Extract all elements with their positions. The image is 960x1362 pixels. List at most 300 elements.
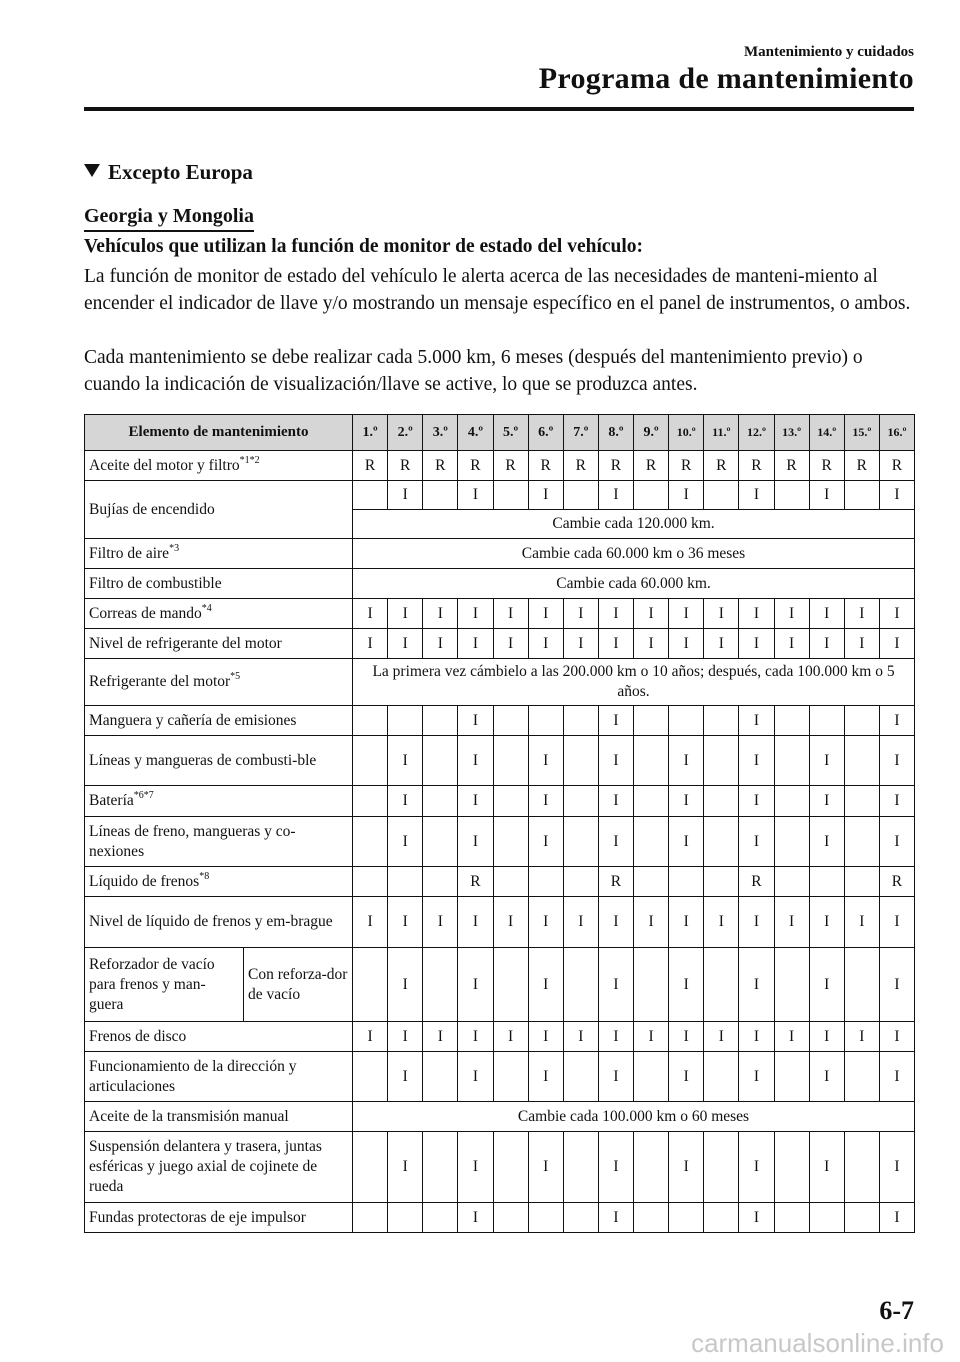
row-label — [85, 1102, 353, 1132]
schedule-cell — [634, 1203, 669, 1233]
schedule-cell: I — [809, 736, 844, 786]
schedule-cell: I — [598, 897, 633, 948]
page-title: Programa de mantenimiento — [538, 62, 914, 95]
row-label — [85, 897, 353, 948]
header-cell-interval: 7.º — [563, 415, 598, 451]
schedule-cell: I — [704, 897, 739, 948]
schedule-cell: I — [739, 1132, 774, 1203]
row-label-text: Correas de mando — [89, 604, 202, 622]
table-row — [85, 706, 915, 736]
schedule-cell — [353, 867, 388, 897]
schedule-cell — [493, 1132, 528, 1203]
schedule-cell: I — [669, 629, 704, 659]
schedule-cell: I — [704, 629, 739, 659]
schedule-cell: I — [528, 599, 563, 629]
schedule-cell: I — [844, 629, 879, 659]
schedule-cell — [563, 1052, 598, 1102]
schedule-cell: I — [634, 599, 669, 629]
schedule-cell — [774, 481, 809, 510]
schedule-cell: R — [423, 451, 458, 481]
schedule-cell: I — [388, 948, 423, 1022]
schedule-cell — [353, 817, 388, 867]
schedule-cell: R — [739, 451, 774, 481]
schedule-cell: I — [528, 481, 563, 510]
schedule-cell: I — [879, 817, 914, 867]
row-label-text: Batería — [89, 792, 134, 809]
schedule-cell: I — [528, 1022, 563, 1052]
schedule-cell — [353, 948, 388, 1022]
schedule-cell — [563, 1203, 598, 1233]
row-label — [85, 786, 353, 817]
schedule-cell: I — [493, 629, 528, 659]
schedule-cell: I — [809, 1052, 844, 1102]
schedule-cell: I — [388, 481, 423, 510]
row-label — [85, 867, 353, 897]
schedule-cell: I — [458, 481, 493, 510]
table-row — [85, 659, 915, 706]
header-cell-interval: 5.º — [493, 415, 528, 451]
row-label — [85, 736, 353, 786]
schedule-cell — [704, 706, 739, 736]
schedule-cell — [704, 481, 739, 510]
schedule-cell: I — [669, 736, 704, 786]
row-label — [85, 659, 353, 706]
schedule-note: Cambie cada 60.000 km o 36 meses — [353, 539, 915, 569]
schedule-cell — [669, 867, 704, 897]
schedule-cell: I — [669, 1052, 704, 1102]
schedule-cell — [774, 736, 809, 786]
schedule-cell — [528, 867, 563, 897]
schedule-cell: I — [528, 736, 563, 786]
schedule-cell — [353, 1132, 388, 1203]
schedule-cell: I — [879, 897, 914, 948]
schedule-cell: I — [423, 629, 458, 659]
row-label — [85, 1022, 353, 1052]
schedule-cell — [563, 817, 598, 867]
schedule-cell: I — [528, 1052, 563, 1102]
table-row — [85, 569, 915, 599]
schedule-cell — [493, 817, 528, 867]
schedule-cell: I — [739, 599, 774, 629]
schedule-cell — [844, 481, 879, 510]
schedule-cell: I — [563, 599, 598, 629]
table-row — [85, 786, 915, 817]
footnote-ref: *1*2 — [239, 454, 260, 466]
schedule-cell: I — [563, 897, 598, 948]
header-divider — [84, 107, 914, 111]
schedule-cell: I — [634, 1022, 669, 1052]
schedule-cell: I — [739, 1022, 774, 1052]
schedule-cell — [563, 481, 598, 510]
schedule-cell: I — [598, 786, 633, 817]
schedule-cell: I — [458, 1022, 493, 1052]
schedule-cell: R — [844, 451, 879, 481]
schedule-cell — [563, 867, 598, 897]
schedule-cell — [774, 1203, 809, 1233]
schedule-cell: I — [809, 599, 844, 629]
schedule-cell: I — [458, 1052, 493, 1102]
schedule-cell — [388, 706, 423, 736]
schedule-cell: I — [739, 948, 774, 1022]
schedule-cell: I — [879, 1022, 914, 1052]
header-cell-interval: 16.º — [879, 415, 914, 451]
schedule-cell — [844, 1203, 879, 1233]
schedule-cell: I — [879, 629, 914, 659]
header-cell-interval: 1.º — [353, 415, 388, 451]
schedule-note: Cambie cada 100.000 km o 60 meses — [353, 1102, 915, 1132]
schedule-cell: I — [458, 1203, 493, 1233]
schedule-cell: I — [388, 629, 423, 659]
schedule-cell: I — [598, 481, 633, 510]
header-cell-item: Elemento de mantenimiento — [85, 415, 353, 451]
schedule-cell: I — [598, 629, 633, 659]
schedule-cell: I — [809, 786, 844, 817]
header-cell-interval: 6.º — [528, 415, 563, 451]
schedule-cell: I — [774, 897, 809, 948]
watermark: carmanualsonline.info — [691, 1328, 944, 1358]
row-label-text: Líquido de frenos — [89, 872, 200, 890]
row-label-text: Reforzador de vacío para frenos y man-guera — [89, 955, 215, 1013]
schedule-cell — [809, 867, 844, 897]
schedule-cell: I — [809, 481, 844, 510]
schedule-cell — [353, 1052, 388, 1102]
schedule-cell — [423, 1132, 458, 1203]
schedule-cell — [493, 786, 528, 817]
schedule-note: Cambie cada 60.000 km. — [353, 569, 915, 599]
schedule-cell — [423, 817, 458, 867]
schedule-cell — [493, 1203, 528, 1233]
schedule-cell: I — [598, 1022, 633, 1052]
row-label — [85, 599, 353, 629]
header-cell-interval: 12.º — [739, 415, 774, 451]
row-label — [85, 451, 353, 481]
schedule-cell — [844, 736, 879, 786]
schedule-cell: I — [528, 629, 563, 659]
schedule-cell: I — [879, 786, 914, 817]
schedule-cell: I — [809, 817, 844, 867]
schedule-cell: I — [739, 629, 774, 659]
schedule-cell — [844, 786, 879, 817]
schedule-cell — [634, 1052, 669, 1102]
section-title — [84, 160, 253, 185]
schedule-cell: I — [458, 786, 493, 817]
row-label-text: Fundas protectoras de eje impulsor — [89, 1208, 306, 1226]
row-label — [85, 1203, 353, 1233]
schedule-cell: I — [388, 786, 423, 817]
schedule-cell: I — [774, 599, 809, 629]
schedule-cell: I — [739, 736, 774, 786]
schedule-cell — [634, 786, 669, 817]
row-label — [85, 481, 353, 539]
schedule-cell — [844, 1052, 879, 1102]
row-label-text: Aceite del motor y filtro — [89, 456, 240, 474]
schedule-cell: I — [844, 897, 879, 948]
footnote-ref: *3 — [169, 542, 180, 554]
header-cell-interval: 9.º — [634, 415, 669, 451]
table-row — [85, 1052, 915, 1102]
schedule-cell — [704, 867, 739, 897]
schedule-cell — [704, 948, 739, 1022]
schedule-cell — [844, 706, 879, 736]
schedule-cell — [844, 1132, 879, 1203]
schedule-cell: I — [669, 1132, 704, 1203]
schedule-cell — [704, 1203, 739, 1233]
schedule-cell — [704, 817, 739, 867]
schedule-cell: I — [669, 786, 704, 817]
footnote-ref: *5 — [230, 671, 241, 682]
schedule-cell: I — [704, 599, 739, 629]
schedule-cell — [493, 481, 528, 510]
schedule-cell — [493, 736, 528, 786]
table-row — [85, 736, 915, 786]
schedule-cell: I — [598, 1203, 633, 1233]
table-row — [85, 451, 915, 481]
schedule-cell — [634, 1132, 669, 1203]
schedule-cell — [634, 948, 669, 1022]
table-row — [85, 948, 915, 1022]
header-cell-interval: 8.º — [598, 415, 633, 451]
schedule-cell: I — [353, 1022, 388, 1052]
schedule-cell — [388, 1203, 423, 1233]
row-label-text: Refrigerante del motor — [89, 673, 231, 690]
schedule-cell: I — [458, 1132, 493, 1203]
schedule-cell — [493, 706, 528, 736]
schedule-cell: I — [598, 706, 633, 736]
schedule-note: Cambie cada 120.000 km. — [353, 510, 915, 539]
row-label — [85, 706, 353, 736]
schedule-cell: I — [739, 786, 774, 817]
schedule-cell: R — [598, 451, 633, 481]
schedule-cell: I — [458, 599, 493, 629]
schedule-cell: R — [528, 451, 563, 481]
schedule-cell: I — [598, 1132, 633, 1203]
table-row — [85, 481, 915, 510]
schedule-cell: I — [423, 897, 458, 948]
schedule-cell: R — [704, 451, 739, 481]
schedule-cell — [704, 736, 739, 786]
schedule-cell: I — [809, 897, 844, 948]
schedule-cell — [388, 867, 423, 897]
schedule-cell — [563, 1132, 598, 1203]
schedule-cell: I — [809, 948, 844, 1022]
schedule-cell: I — [388, 736, 423, 786]
schedule-cell — [423, 1052, 458, 1102]
row-label-text: Filtro de combustible — [89, 574, 222, 592]
schedule-cell — [493, 1052, 528, 1102]
schedule-cell — [353, 1203, 388, 1233]
schedule-cell: I — [879, 1132, 914, 1203]
header-section: Mantenimiento y cuidados — [743, 44, 914, 60]
schedule-cell — [634, 867, 669, 897]
schedule-cell: I — [388, 599, 423, 629]
schedule-cell: I — [879, 599, 914, 629]
table-row — [85, 1102, 915, 1132]
row-label-text: Funcionamiento de la dirección y articulaciones — [89, 1057, 297, 1095]
table-header-row — [85, 415, 915, 451]
subtitle: Vehículos que utilizan la función de monitor de estado del vehículo: — [84, 236, 644, 257]
row-label-text: Nivel de líquido de frenos y em-brague — [89, 913, 333, 930]
schedule-cell: R — [493, 451, 528, 481]
table-row — [85, 897, 915, 948]
table-row — [85, 629, 915, 659]
triangle-down-icon — [84, 164, 100, 177]
schedule-cell — [563, 948, 598, 1022]
schedule-cell: I — [458, 629, 493, 659]
schedule-cell: I — [388, 817, 423, 867]
schedule-cell — [669, 706, 704, 736]
schedule-note: La primera vez cámbielo a las 200.000 km o 10 años; después, cada 100.000 km o 5 años. — [353, 659, 915, 706]
schedule-cell: I — [493, 599, 528, 629]
table-row — [85, 1132, 915, 1203]
schedule-cell: I — [774, 1022, 809, 1052]
schedule-cell — [423, 786, 458, 817]
maintenance-table — [84, 414, 915, 1233]
row-label — [85, 1052, 353, 1102]
schedule-cell — [704, 1132, 739, 1203]
table-row — [85, 1022, 915, 1052]
schedule-cell: I — [458, 897, 493, 948]
schedule-cell — [774, 786, 809, 817]
schedule-cell — [353, 786, 388, 817]
schedule-cell: R — [669, 451, 704, 481]
schedule-cell — [704, 1052, 739, 1102]
schedule-cell: I — [563, 629, 598, 659]
schedule-cell: R — [774, 451, 809, 481]
schedule-cell: I — [879, 481, 914, 510]
schedule-cell — [774, 1132, 809, 1203]
schedule-cell: R — [598, 867, 633, 897]
schedule-cell — [353, 706, 388, 736]
schedule-cell: I — [739, 481, 774, 510]
row-label-text: Manguera y cañería de emisiones — [89, 711, 297, 729]
schedule-cell — [423, 736, 458, 786]
schedule-cell: R — [563, 451, 598, 481]
schedule-cell: I — [634, 629, 669, 659]
schedule-cell — [634, 817, 669, 867]
section-title-text: Excepto Europa — [108, 160, 253, 184]
header-cell-interval: 2.º — [388, 415, 423, 451]
row-label-text: Bujías de encendido — [89, 500, 215, 518]
schedule-cell — [423, 706, 458, 736]
schedule-cell: I — [879, 706, 914, 736]
schedule-cell: I — [388, 1132, 423, 1203]
header-cell-interval: 13.º — [774, 415, 809, 451]
footnote-ref: *8 — [199, 870, 210, 882]
schedule-cell: I — [423, 1022, 458, 1052]
schedule-cell — [809, 1203, 844, 1233]
schedule-cell: I — [353, 897, 388, 948]
schedule-cell — [774, 948, 809, 1022]
schedule-cell — [844, 948, 879, 1022]
schedule-cell: I — [528, 786, 563, 817]
schedule-cell: I — [879, 948, 914, 1022]
schedule-cell: R — [739, 867, 774, 897]
schedule-cell: I — [669, 817, 704, 867]
row-label — [85, 569, 353, 599]
schedule-cell — [669, 1203, 704, 1233]
schedule-cell — [634, 736, 669, 786]
schedule-cell: I — [388, 897, 423, 948]
schedule-cell — [493, 867, 528, 897]
schedule-cell: I — [809, 629, 844, 659]
schedule-cell: I — [879, 1052, 914, 1102]
schedule-cell: I — [879, 1203, 914, 1233]
schedule-cell: I — [598, 948, 633, 1022]
schedule-cell: I — [879, 736, 914, 786]
schedule-cell — [423, 481, 458, 510]
row-label — [85, 629, 353, 659]
schedule-cell — [704, 786, 739, 817]
schedule-cell: I — [844, 1022, 879, 1052]
row-label-text: Filtro de aire — [89, 544, 170, 562]
header-cell-interval: 3.º — [423, 415, 458, 451]
schedule-cell: I — [598, 599, 633, 629]
schedule-cell — [774, 867, 809, 897]
schedule-cell — [634, 706, 669, 736]
row-label-text: Nivel de refrigerante del motor — [89, 634, 282, 652]
schedule-cell: R — [879, 451, 914, 481]
schedule-cell: I — [739, 1203, 774, 1233]
schedule-cell — [774, 817, 809, 867]
schedule-cell: R — [879, 867, 914, 897]
table-row — [85, 1203, 915, 1233]
schedule-cell: I — [458, 706, 493, 736]
schedule-cell: I — [458, 948, 493, 1022]
row-label — [85, 1132, 353, 1203]
schedule-cell: I — [528, 1132, 563, 1203]
schedule-cell: I — [739, 706, 774, 736]
schedule-cell: I — [458, 817, 493, 867]
schedule-cell: I — [739, 897, 774, 948]
schedule-cell: R — [634, 451, 669, 481]
table-row — [85, 867, 915, 897]
header-cell-interval: 15.º — [844, 415, 879, 451]
schedule-cell: R — [388, 451, 423, 481]
header-cell-interval: 14.º — [809, 415, 844, 451]
row-label — [85, 539, 353, 569]
schedule-cell: I — [598, 1052, 633, 1102]
schedule-cell — [528, 1203, 563, 1233]
region-heading: Georgia y Mongolia — [84, 203, 254, 232]
schedule-cell: I — [388, 1052, 423, 1102]
schedule-cell — [423, 948, 458, 1022]
footnote-ref: *4 — [201, 602, 212, 614]
schedule-cell — [844, 867, 879, 897]
schedule-cell: I — [809, 1132, 844, 1203]
schedule-cell: I — [528, 948, 563, 1022]
schedule-cell: I — [528, 897, 563, 948]
schedule-cell — [774, 706, 809, 736]
header-cell-interval: 4.º — [458, 415, 493, 451]
schedule-cell — [563, 706, 598, 736]
footnote-ref: *6*7 — [133, 790, 154, 801]
table-row — [85, 817, 915, 867]
schedule-cell — [493, 948, 528, 1022]
schedule-cell: R — [809, 451, 844, 481]
row-label-text: Líneas y mangueras de combusti-ble — [89, 751, 317, 769]
schedule-cell: I — [739, 817, 774, 867]
schedule-cell — [528, 706, 563, 736]
paragraph-2: Cada mantenimiento se debe realizar cada 5.000 km, 6 meses (después del mantenimiento previo) o cuando la indicación de visualización/llave se active, lo que se produzca antes. — [84, 347, 863, 395]
row-sublabel: Con reforza-dor de vacío — [244, 948, 353, 1022]
schedule-cell: I — [598, 817, 633, 867]
row-label-text: Frenos de disco — [89, 1027, 187, 1045]
schedule-cell — [844, 817, 879, 867]
schedule-cell — [774, 1052, 809, 1102]
row-label — [85, 817, 353, 867]
schedule-cell: I — [704, 1022, 739, 1052]
page-number: 6-7 — [879, 1296, 914, 1325]
